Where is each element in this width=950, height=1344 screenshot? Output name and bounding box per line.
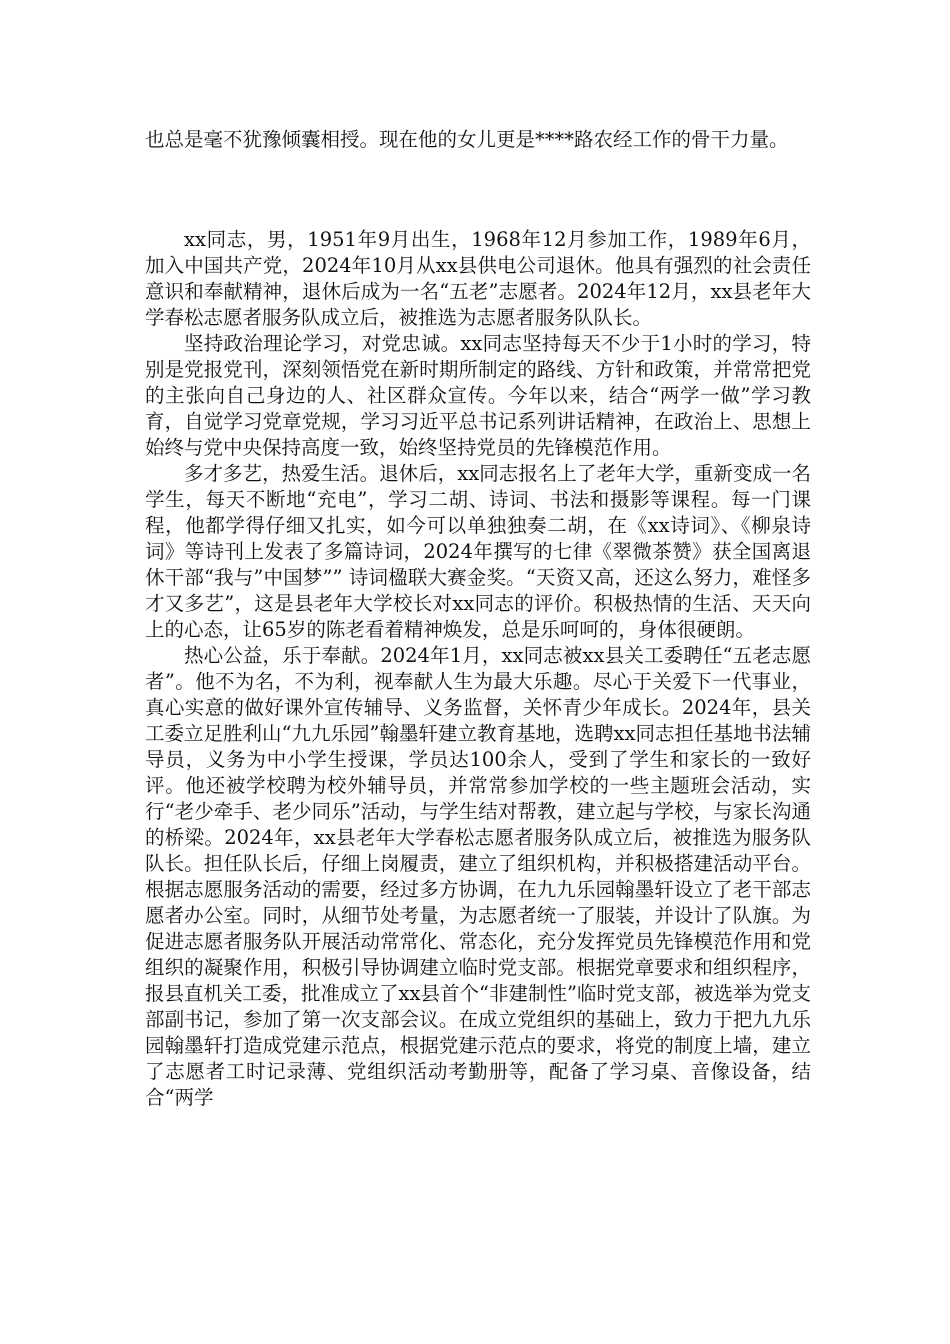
paragraph-talents: 多才多艺，热爱生活。退休后，xx同志报名上了老年大学，重新变成一名学生，每天不断地“充电”，学习二胡、诗词、书法和摄影等课程。每一门课程，他都学得仔细又扎实，如今可以单独独奏二胡，在《xx诗词》、《柳泉诗词》等诗刊上发表了多篇诗词，2024年撰写的七律《翠微茶赞》获全国离退休干部“我与”中国梦”” 诗词楹联大赛金奖。“天资又高，还这么努力，难怪多才又多艺”，这是县老年大学校长对xx同志的评价。积极热情的生活、天天向上的心态，让65岁的陈老看着精神焕发，总是乐呵呵的，身体很硬朗。: [145, 462, 811, 641]
article-body: [145, 227, 811, 1111]
paragraph-public-service: 热心公益，乐于奉献。2024年1月，xx同志被xx县关工委聘任“五老志愿者”。他不为名，不为利，视奉献人生为最大乐趣。尽心于关爱下一代事业，真心实意的做好课外宣传辅导、义务监督，关怀青少年成长。2024年，县关工委立足胜利山“九九乐园”翰墨轩建立教育基地，选聘xx同志担任基地书法辅导员，义务为中小学生授课，学员达100余人，受到了学生和家长的一致好评。他还被学校聘为校外辅导员，并常常参加学校的一些主题班会活动，实行“老少牵手、老少同乐”活动，与学生结对帮教，建立起与学校，与家长沟通的桥梁。2024年，xx县老年大学春松志愿者服务队成立后，被推选为服务队队长。担任队长后，仔细上岗履责，建立了组织机构，并积极搭建活动平台。根据志愿服务活动的需要，经过多方协调，在九九乐园翰墨轩设立了老干部志愿者办公室。同时，从细节处考量，为志愿者统一了服装，并设计了队旗。为促进志愿者服务队开展活动常常化、常态化，充分发挥党员先锋模范作用和党组织的凝聚作用，积极引导协调建立临时党支部。根据党章要求和组织程序，报县直机关工委，批准成立了xx县首个“非建制性”临时党支部，被选举为党支部副书记，参加了第一次支部会议。在成立党组织的基础上，致力于把九九乐园翰墨轩打造成党建示范点，根据党建示范点的要求，将党的制度上墙，建立了志愿者工时记录薄、党组织活动考勤册等，配备了学习桌、音像设备，结合“两学: [145, 644, 811, 1109]
continued-paragraph: 也总是毫不犹豫倾囊相授。现在他的女儿更是****路农经工作的骨干力量。: [145, 128, 789, 151]
continued-text-block: [145, 127, 811, 153]
paragraph-political-study: 坚持政治理论学习，对党忠诚。xx同志坚持每天不少于1小时的学习，特别是党报党刊，深刻领悟党在新时期所制定的路线、方针和政策，并常常把党的主张向自己身边的人、社区群众宣传。今年以来，结合“两学一做”学习教育，自觉学习党章党规，学习习近平总书记系列讲话精神，在政治上、思想上始终与党中央保持高度一致，始终坚持党员的先锋模范作用。: [145, 332, 811, 459]
paragraph-intro: xx同志，男，1951年9月出生，1968年12月参加工作，1989年6月，加入中国共产党，2024年10月从xx县供电公司退休。他具有强烈的社会责任意识和奉献精神，退休后成为一名“五老”志愿者。2024年12月，xx县老年大学春松志愿者服务队成立后，被推选为志愿者服务队队长。: [145, 228, 811, 329]
